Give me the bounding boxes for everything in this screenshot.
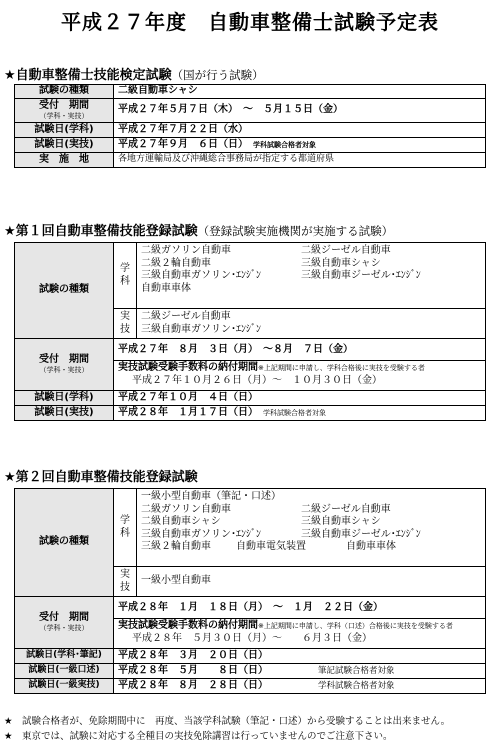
s3-reception-label bbox=[15, 597, 114, 649]
s3-d3-label: 試験日(一級実技) bbox=[15, 679, 114, 694]
section3-table bbox=[14, 488, 486, 694]
s1-type-label: 試験の種類 bbox=[15, 85, 114, 99]
section1-heading-sub: （国が行う試験） bbox=[171, 68, 264, 82]
s2-gakka-item: 二級２輪自動車 bbox=[141, 257, 211, 269]
s2-jitsugi-label: 実 技 bbox=[114, 309, 137, 339]
section2-heading bbox=[4, 220, 393, 239]
s3-d2-cell bbox=[114, 664, 486, 679]
s3-reception-value: 平成２８年 １月 １８日（月） ～ １月 ２２日（金） bbox=[118, 601, 383, 613]
s2-fee-block bbox=[114, 360, 485, 387]
s3-gakka-item: 三級２輪自動車 bbox=[141, 541, 211, 552]
s2-type-label: 試験の種類 bbox=[15, 243, 114, 339]
s3-fee-note: ※上記期間に申請し、学科（口述）合格後に実技を受験する者 bbox=[258, 622, 453, 631]
s3-gakka-item: 三級自動車シャシ bbox=[301, 516, 381, 527]
s3-reception-label-text: 受付 期間 bbox=[39, 612, 89, 624]
s3-d2-label: 試験日(一級口述) bbox=[15, 664, 114, 679]
s3-gakka-item: 二級ジーゼル自動車 bbox=[301, 503, 391, 515]
s2-gakka-item: 二級ジーゼル自動車 bbox=[301, 245, 391, 256]
s3-fee-block bbox=[114, 618, 485, 645]
s1-reception-label-text: 受付 期間 bbox=[39, 100, 89, 112]
section2-heading-sub: （登録試験実施機関が実施する試験） bbox=[197, 224, 394, 238]
s2-practical-cell bbox=[114, 406, 486, 421]
s1-reception-label bbox=[15, 99, 114, 123]
s1-written-value: 平成２７年７月２２日（水） bbox=[114, 123, 486, 138]
s3-jitsugi-label: 実 技 bbox=[114, 567, 137, 597]
s2-written-value: 平成２７年１０月 ４日（日） bbox=[114, 391, 486, 406]
s2-reception-value: 平成２７年 ８月 ３日（月） ～８月 ７日（金） bbox=[118, 343, 353, 355]
s3-d3-note: 学科試験合格者対象 bbox=[318, 680, 395, 691]
s2-fee-label: 実技試験受験手数料の納付期間 bbox=[118, 362, 258, 374]
section3-heading-text: ★第２回自動車整備技能登録試験 bbox=[4, 470, 198, 485]
s3-gakka-item: 一級小型自動車（筆記・口述） bbox=[141, 491, 281, 502]
s3-d2-note: 筆記試験合格者対象 bbox=[318, 665, 395, 676]
s2-fee-note: ※上記期間に申請し、学科合格後に実技を受験する者 bbox=[258, 364, 425, 373]
s2-gakka-item: 三級自動車シャシ bbox=[301, 257, 381, 269]
s3-gakka-item: 自動車車体 bbox=[346, 541, 396, 552]
s2-jitsugi-item: 二級ジーゼル自動車 bbox=[141, 311, 231, 322]
s2-practical-note: 学科試験合格者対象 bbox=[263, 408, 326, 417]
s2-written-label: 試験日(学科) bbox=[15, 391, 114, 406]
section2-table bbox=[14, 242, 486, 421]
s3-gakka-item: 二級自動車シャシ bbox=[141, 516, 221, 527]
s3-d3-cell bbox=[114, 679, 486, 694]
s2-gakka-item: 自動車車体 bbox=[141, 282, 191, 294]
s2-reception-label bbox=[15, 339, 114, 391]
s2-gakka-label: 学 科 bbox=[114, 243, 137, 309]
s1-practical-cell bbox=[114, 138, 486, 153]
s2-gakka-list bbox=[137, 243, 486, 309]
s3-jitsugi-item: 一級小型自動車 bbox=[141, 575, 211, 587]
s2-gakka-item: 三級自動車ガソリン･ｴﾝｼﾞﾝ bbox=[141, 270, 261, 281]
section2-heading-text: ★第１回自動車整備技能登録試験 bbox=[4, 224, 198, 239]
s2-gakka-item: 二級ガソリン自動車 bbox=[141, 245, 231, 256]
s1-place-label: 実 施 地 bbox=[15, 153, 114, 168]
s3-jitsugi-list bbox=[137, 567, 486, 597]
s3-d3-value: 平成２８年 ８月 ２８日（日） bbox=[118, 679, 268, 691]
s2-practical-value: 平成２８年 １月１７日（日） bbox=[118, 406, 253, 418]
s3-type-label: 試験の種類 bbox=[15, 489, 114, 597]
footer-note-2: ★ 東京では、試験に対応する全種目の実技免除講習は行っていませんのでご注意下さい。 bbox=[4, 731, 393, 742]
s2-practical-label: 試験日(実技) bbox=[15, 406, 114, 421]
s1-practical-note: 学科試験合格者対象 bbox=[253, 140, 316, 149]
s3-fee-value: 平成２８年 ５月３０日（月）～ ６月３日（金） bbox=[132, 632, 372, 644]
s2-fee-value: 平成２７年１０月２６日（月）～ １０月３０日（金） bbox=[132, 374, 382, 386]
s3-d2-value: 平成２８年 ５月 ８日（日） bbox=[118, 664, 268, 676]
s3-reception-sub: （学科・実技） bbox=[39, 623, 89, 632]
s2-jitsugi-list bbox=[137, 309, 486, 339]
s3-gakka-label: 学 科 bbox=[114, 489, 137, 567]
s3-gakka-item: 二級ガソリン自動車 bbox=[141, 503, 231, 515]
s1-written-label: 試験日(学科) bbox=[15, 123, 114, 138]
s2-jitsugi-item: 三級自動車ガソリン･ｴﾝｼﾞﾝ bbox=[141, 323, 261, 335]
s1-practical-label: 試験日(実技) bbox=[15, 138, 114, 153]
s1-practical-value: 平成２７年９月 ６日（日） bbox=[118, 138, 243, 150]
section1-heading-text: ★自動車整備士技能検定試験 bbox=[4, 68, 172, 83]
s1-reception-sub: （学科・実技） bbox=[39, 111, 89, 120]
s3-fee-label: 実技試験受験手数料の納付期間 bbox=[118, 620, 258, 632]
s3-gakka-item: 三級自動車ジーゼル･ｴﾝｼﾞﾝ bbox=[301, 528, 421, 540]
s2-reception-label-text: 受付 期間 bbox=[39, 354, 89, 366]
s1-type-value: 二級自動車シャシ bbox=[114, 85, 486, 99]
s3-d1-label: 試験日(学科･筆記) bbox=[15, 649, 114, 664]
s3-gakka-item: 自動車電気装置 bbox=[236, 541, 306, 552]
s3-gakka-list bbox=[137, 489, 486, 567]
s2-gakka-item: 三級自動車ジーゼル･ｴﾝｼﾞﾝ bbox=[301, 270, 421, 281]
s3-d1-value: 平成２８年 ３月 ２０日（日） bbox=[114, 649, 486, 664]
s2-reception-cell bbox=[114, 339, 486, 391]
section1-table bbox=[14, 84, 486, 168]
s2-reception-sub: （学科・実技） bbox=[39, 365, 89, 374]
section1-heading bbox=[4, 64, 264, 83]
s3-gakka-item: 三級自動車ガソリン･ｴﾝｼﾞﾝ bbox=[141, 528, 261, 540]
s1-place-value: 各地方運輸局及び沖縄総合事務局が指定する都道府県 bbox=[114, 153, 486, 168]
page-title: 平成２７年度 自動車整備士試験予定表 bbox=[61, 10, 439, 34]
footer-note-1: ★ 試験合格者が、免除期間中に 再度、当該学科試験（筆記・口述）から受験することは出来ません。 bbox=[4, 716, 451, 727]
section3-heading bbox=[4, 466, 198, 485]
s3-reception-cell bbox=[114, 597, 486, 649]
s1-reception-value: 平成２７年５月７日（木） ～ ５月１５日（金） bbox=[114, 99, 486, 123]
